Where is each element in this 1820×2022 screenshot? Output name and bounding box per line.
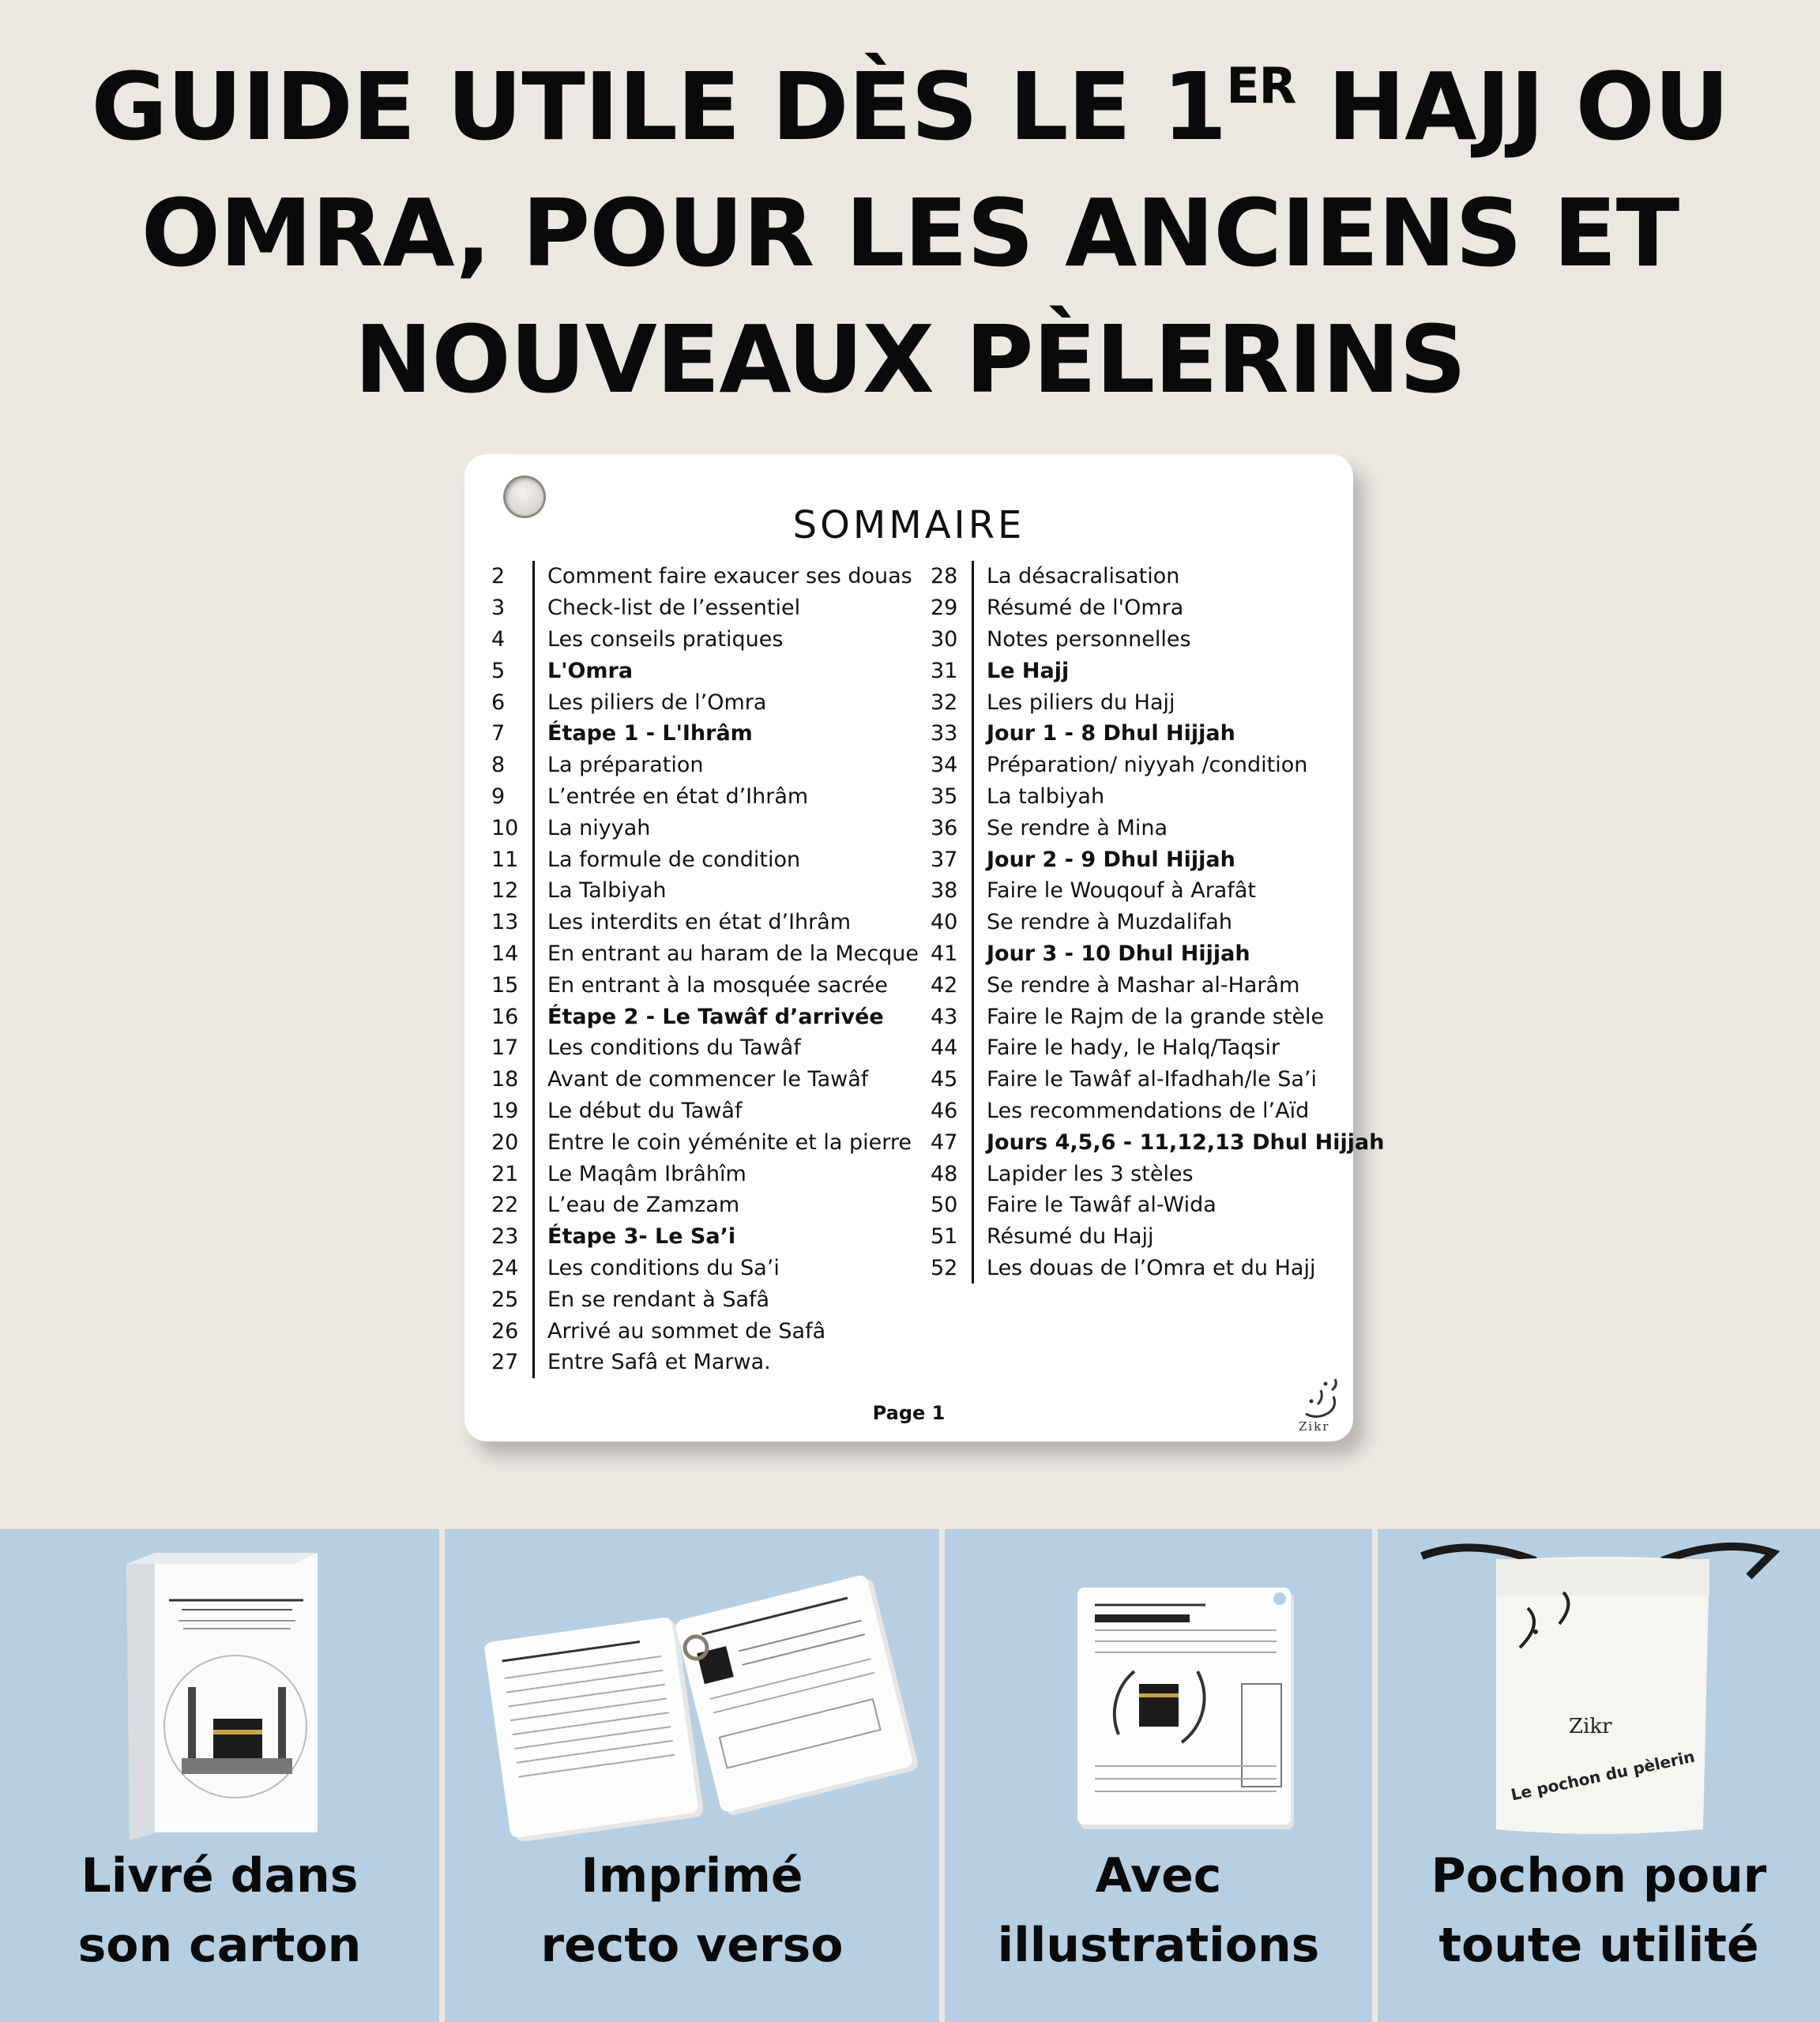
toc-page-number: 25 xyxy=(491,1287,519,1312)
toc-entry-label: Lapider les 3 stèles xyxy=(987,1161,1194,1186)
toc-divider xyxy=(532,1190,535,1221)
toc-divider xyxy=(532,1283,535,1315)
toc-divider xyxy=(972,1190,974,1221)
toc-row xyxy=(491,781,919,813)
feature-pouch-line-1: Pochon pour xyxy=(1431,1848,1767,1904)
toc-divider xyxy=(532,592,535,624)
toc-divider xyxy=(532,812,535,844)
headline-line-2: OMRA, POUR LES ANCIENS ET xyxy=(141,179,1679,288)
toc-divider xyxy=(972,1221,974,1253)
toc-row xyxy=(931,686,1384,718)
toc-entry-label: Les conditions du Sa’i xyxy=(547,1255,780,1280)
toc-divider xyxy=(972,592,974,624)
zikr-logo-text: Zikr xyxy=(1299,1419,1330,1434)
feature-cards-line-1: Imprimé xyxy=(581,1848,803,1904)
toc-divider xyxy=(532,1158,535,1190)
toc-divider xyxy=(532,561,535,592)
headline-superscript: ER xyxy=(1226,57,1296,115)
toc-divider xyxy=(972,1253,974,1284)
headline-line-1-text: GUIDE UTILE DÈS LE 1 xyxy=(91,52,1227,161)
feature-caption-illustrations xyxy=(945,1841,1372,1980)
toc-entry-label: L’eau de Zamzam xyxy=(547,1193,740,1218)
toc-entry-label: Entre le coin yéménite et la pierre xyxy=(547,1129,912,1155)
toc-entry-label: Résumé du Hajj xyxy=(987,1224,1154,1250)
toc-divider xyxy=(972,1096,974,1127)
toc-row xyxy=(931,907,1384,938)
toc-entry-label: Jour 2 - 9 Dhul Hijjah xyxy=(987,847,1235,872)
toc-page-number: 8 xyxy=(491,753,506,778)
toc-divider xyxy=(972,938,974,970)
toc-entry-label: Le début du Tawâf xyxy=(547,1098,743,1123)
toc-entry-label: Les piliers de l’Omra xyxy=(547,690,767,715)
toc-entry-label: Les conseils pratiques xyxy=(547,626,784,652)
pouch-logo-text: Zikr xyxy=(1569,1715,1612,1738)
toc-page-number: 34 xyxy=(931,753,958,778)
toc-entry-label: Comment faire exaucer ses douas xyxy=(547,564,912,589)
toc-left-column xyxy=(491,561,919,1378)
toc-entry-label: Entre Safâ et Marwa. xyxy=(547,1350,771,1375)
toc-divider xyxy=(532,718,535,750)
toc-entry-label: Les conditions du Tawâf xyxy=(547,1035,801,1061)
toc-row xyxy=(931,1190,1384,1221)
feature-caption-box xyxy=(0,1841,439,1980)
toc-divider xyxy=(972,907,974,938)
toc-row xyxy=(931,938,1384,970)
toc-divider xyxy=(972,812,974,844)
toc-entry-label: Les douas de l’Omra et du Hajj xyxy=(987,1255,1316,1280)
toc-row xyxy=(931,1221,1384,1253)
toc-divider xyxy=(532,1347,535,1378)
toc-divider xyxy=(532,781,535,813)
toc-page-number: 51 xyxy=(931,1224,958,1250)
card-page-number: Page 1 xyxy=(872,1402,946,1424)
toc-row xyxy=(931,1253,1384,1284)
toc-page-number: 9 xyxy=(491,784,506,809)
toc-entry-label: Les piliers du Hajj xyxy=(987,690,1175,715)
toc-page-number: 43 xyxy=(931,1004,958,1029)
toc-row xyxy=(491,875,919,907)
toc-page-number: 14 xyxy=(491,941,519,966)
toc-entry-label: La Talbiyah xyxy=(547,878,667,904)
toc-row xyxy=(931,592,1384,624)
toc-page-number: 52 xyxy=(931,1255,958,1280)
toc-row xyxy=(491,938,919,970)
feature-box-line-2: son carton xyxy=(77,1918,362,1973)
feature-caption-pouch xyxy=(1378,1841,1820,1980)
feature-cards-line-2: recto verso xyxy=(540,1918,844,1973)
toc-row xyxy=(491,1347,919,1378)
toc-row xyxy=(491,1190,919,1221)
toc-divider xyxy=(972,875,974,907)
toc-page-number: 48 xyxy=(931,1161,958,1186)
toc-divider xyxy=(532,1315,535,1347)
toc-divider xyxy=(532,1253,535,1284)
toc-entry-label: Jour 1 - 8 Dhul Hijjah xyxy=(987,721,1235,746)
toc-row xyxy=(491,750,919,781)
toc-entry-label: Le Maqâm Ibrâhîm xyxy=(547,1161,746,1186)
toc-entry-label: Arrivé au sommet de Safâ xyxy=(547,1318,826,1344)
pouch-icon xyxy=(1378,1529,1820,1845)
toc-page-number: 29 xyxy=(931,596,958,621)
toc-divider xyxy=(972,1032,974,1064)
toc-divider xyxy=(532,938,535,970)
toc-entry-label: L'Omra xyxy=(547,658,634,683)
toc-divider xyxy=(972,561,974,592)
toc-divider xyxy=(972,1064,974,1096)
toc-divider xyxy=(532,844,535,875)
toc-entry-label: Les interdits en état d’Ihrâm xyxy=(547,910,852,935)
toc-page-number: 47 xyxy=(931,1129,958,1155)
toc-page-number: 5 xyxy=(491,658,506,683)
toc-page-number: 44 xyxy=(931,1035,958,1061)
summary-card xyxy=(464,454,1385,1441)
toc-entry-label: La désacralisation xyxy=(987,564,1180,589)
toc-page-number: 21 xyxy=(491,1161,519,1186)
toc-row xyxy=(931,844,1384,875)
feature-pouch xyxy=(1378,1529,1820,2022)
feature-illustrations-line-2: illustrations xyxy=(997,1918,1320,1973)
toc-page-number: 13 xyxy=(491,910,519,935)
headline-line-1 xyxy=(63,43,1757,170)
toc-entry-label: Étape 3- Le Sa’i xyxy=(547,1224,736,1250)
toc-page-number: 38 xyxy=(931,878,958,904)
toc-page-number: 2 xyxy=(491,564,506,589)
toc-row xyxy=(931,1001,1384,1032)
toc-row xyxy=(931,1158,1384,1190)
toc-page-number: 33 xyxy=(931,721,958,746)
toc-row xyxy=(491,1096,919,1127)
toc-page-number: 27 xyxy=(491,1350,519,1375)
toc-divider xyxy=(972,624,974,656)
toc-divider xyxy=(972,750,974,781)
toc-row xyxy=(491,1283,919,1315)
toc-page-number: 22 xyxy=(491,1193,519,1218)
toc-row xyxy=(931,1064,1384,1096)
toc-row xyxy=(931,718,1384,750)
toc-page-number: 17 xyxy=(491,1035,519,1061)
toc-page-number: 42 xyxy=(931,972,958,998)
toc-row xyxy=(931,655,1384,686)
toc-divider xyxy=(532,1001,535,1032)
toc-page-number: 28 xyxy=(931,564,958,589)
toc-page-number: 37 xyxy=(931,847,958,872)
toc-page-number: 31 xyxy=(931,658,958,683)
toc-page-number: 50 xyxy=(931,1193,958,1218)
toc-page-number: 16 xyxy=(491,1004,519,1029)
pouch-label-text: Le pochon du pèlerin xyxy=(1509,1746,1697,1805)
toc-page-number: 32 xyxy=(931,690,958,715)
toc-entry-label: Les recommendations de l’Aïd xyxy=(987,1098,1310,1123)
headline xyxy=(63,43,1757,423)
toc-divider xyxy=(972,1126,974,1158)
toc-page-number: 6 xyxy=(491,690,506,715)
toc-divider xyxy=(532,1126,535,1158)
toc-row xyxy=(931,1096,1384,1127)
toc-divider xyxy=(532,1032,535,1064)
toc-page-number: 30 xyxy=(931,626,958,652)
toc-divider xyxy=(532,1096,535,1127)
toc-entry-label: En se rendant à Safâ xyxy=(547,1287,770,1312)
toc-divider xyxy=(532,655,535,686)
toc-divider xyxy=(532,750,535,781)
toc-row xyxy=(491,1158,919,1190)
toc-divider xyxy=(972,1158,974,1190)
feature-illustrations-line-1: Avec xyxy=(1095,1848,1222,1904)
toc-entry-label: Faire le hady, le Halq/Taqsir xyxy=(987,1035,1280,1061)
cards-icon xyxy=(445,1529,939,1845)
toc-row xyxy=(491,686,919,718)
toc-row xyxy=(491,1221,919,1253)
toc-divider xyxy=(532,1064,535,1096)
toc-divider xyxy=(972,1001,974,1032)
feature-box-line-1: Livré dans xyxy=(81,1848,359,1904)
toc-row xyxy=(491,592,919,624)
toc-page-number: 26 xyxy=(491,1318,519,1344)
toc-entry-label: Check-list de l’essentiel xyxy=(547,596,801,621)
toc-entry-label: La talbiyah xyxy=(987,784,1105,809)
toc-page-number: 23 xyxy=(491,1224,519,1250)
toc-entry-label: Le Hajj xyxy=(987,658,1070,683)
toc-row xyxy=(931,875,1384,907)
toc-divider xyxy=(972,844,974,875)
toc-entry-label: Étape 2 - Le Tawâf d’arrivée xyxy=(547,1004,884,1029)
toc-row xyxy=(931,812,1384,844)
toc-page-number: 7 xyxy=(491,721,506,746)
toc-divider xyxy=(532,686,535,718)
toc-entry-label: En entrant à la mosquée sacrée xyxy=(547,972,888,998)
toc-entry-label: La niyyah xyxy=(547,815,651,840)
toc-row xyxy=(491,1001,919,1032)
illustrated-card-icon xyxy=(945,1529,1372,1845)
toc-row xyxy=(931,624,1384,656)
toc-row xyxy=(491,844,919,875)
toc-row xyxy=(491,969,919,1001)
toc-entry-label: Préparation/ niyyah /condition xyxy=(987,753,1308,778)
toc-entry-label: Jour 3 - 10 Dhul Hijjah xyxy=(987,941,1250,966)
toc-page-number: 24 xyxy=(491,1255,519,1280)
toc-entry-label: La préparation xyxy=(547,753,704,778)
toc-page-number: 15 xyxy=(491,972,519,998)
toc-entry-label: Notes personnelles xyxy=(987,626,1191,652)
toc-entry-label: Jours 4,5,6 - 11,12,13 Dhul Hijjah xyxy=(987,1129,1385,1155)
toc-page-number: 10 xyxy=(491,815,519,840)
toc-entry-label: Se rendre à Muzdalifah xyxy=(987,910,1232,935)
toc-row xyxy=(491,1032,919,1064)
toc-row xyxy=(931,1126,1384,1158)
headline-line-1-end: HAJJ OU xyxy=(1295,52,1729,161)
toc-divider xyxy=(532,1221,535,1253)
toc-page-number: 46 xyxy=(931,1098,958,1123)
toc-page-number: 36 xyxy=(931,815,958,840)
toc-page-number: 3 xyxy=(491,596,506,621)
toc-entry-label: Faire le Rajm de la grande stèle xyxy=(987,1004,1325,1029)
toc-entry-label: L’entrée en état d’Ihrâm xyxy=(547,784,809,809)
toc-row xyxy=(491,907,919,938)
toc-row xyxy=(931,1032,1384,1064)
toc-page-number: 45 xyxy=(931,1067,958,1092)
toc-divider xyxy=(532,907,535,938)
toc-divider xyxy=(972,781,974,813)
feature-pouch-line-2: toute utilité xyxy=(1438,1918,1759,1973)
toc-page-number: 11 xyxy=(491,847,519,872)
headline-line-3: NOUVEAUX PÈLERINS xyxy=(354,305,1466,414)
toc-entry-label: En entrant au haram de la Mecque xyxy=(547,941,919,966)
toc-row xyxy=(491,1315,919,1347)
box-icon xyxy=(0,1529,439,1845)
toc-entry-label: La formule de condition xyxy=(547,847,801,872)
toc-page-number: 20 xyxy=(491,1129,519,1155)
toc-entry-label: Avant de commencer le Tawâf xyxy=(547,1067,869,1092)
toc-divider xyxy=(532,969,535,1001)
toc-row xyxy=(931,969,1384,1001)
feature-caption-cards xyxy=(445,1841,939,1980)
toc-divider xyxy=(532,624,535,656)
toc-entry-label: Faire le Tawâf al-Ifadhah/le Sa’i xyxy=(987,1067,1318,1092)
toc-entry-label: Faire le Wouqouf à Arafât xyxy=(987,878,1256,904)
toc-divider xyxy=(972,655,974,686)
toc-entry-label: Se rendre à Mina xyxy=(987,815,1168,840)
toc-page-number: 41 xyxy=(931,941,958,966)
toc-divider xyxy=(972,686,974,718)
toc-entry-label: Résumé de l'Omra xyxy=(987,596,1184,621)
toc-row xyxy=(931,750,1384,781)
feature-box xyxy=(0,1529,439,2022)
toc-divider xyxy=(532,875,535,907)
toc-row xyxy=(491,718,919,750)
toc-entry-label: Se rendre à Mashar al-Harâm xyxy=(987,972,1300,998)
toc-entry-label: Faire le Tawâf al-Wida xyxy=(987,1193,1216,1218)
toc-divider xyxy=(972,969,974,1001)
toc-entry-label: Étape 1 - L'Ihrâm xyxy=(547,721,753,746)
feature-illustrations xyxy=(945,1529,1372,2022)
toc-row xyxy=(491,1126,919,1158)
toc-row xyxy=(491,624,919,656)
feature-cards xyxy=(445,1529,939,2022)
toc-row xyxy=(931,781,1384,813)
toc-row xyxy=(491,1253,919,1284)
toc-row xyxy=(491,655,919,686)
toc-row xyxy=(491,561,919,592)
toc-row xyxy=(491,1064,919,1096)
toc-page-number: 19 xyxy=(491,1098,519,1123)
toc-row xyxy=(931,561,1384,592)
toc-page-number: 40 xyxy=(931,910,958,935)
toc-page-number: 12 xyxy=(491,878,519,904)
card-title: SOMMAIRE xyxy=(792,503,1025,547)
toc-page-number: 35 xyxy=(931,784,958,809)
toc-row xyxy=(491,812,919,844)
toc-page-number: 4 xyxy=(491,626,506,652)
toc-right-column xyxy=(931,561,1384,1283)
toc-page-number: 18 xyxy=(491,1067,519,1092)
features-strip xyxy=(0,1529,1820,2022)
toc-divider xyxy=(972,718,974,750)
